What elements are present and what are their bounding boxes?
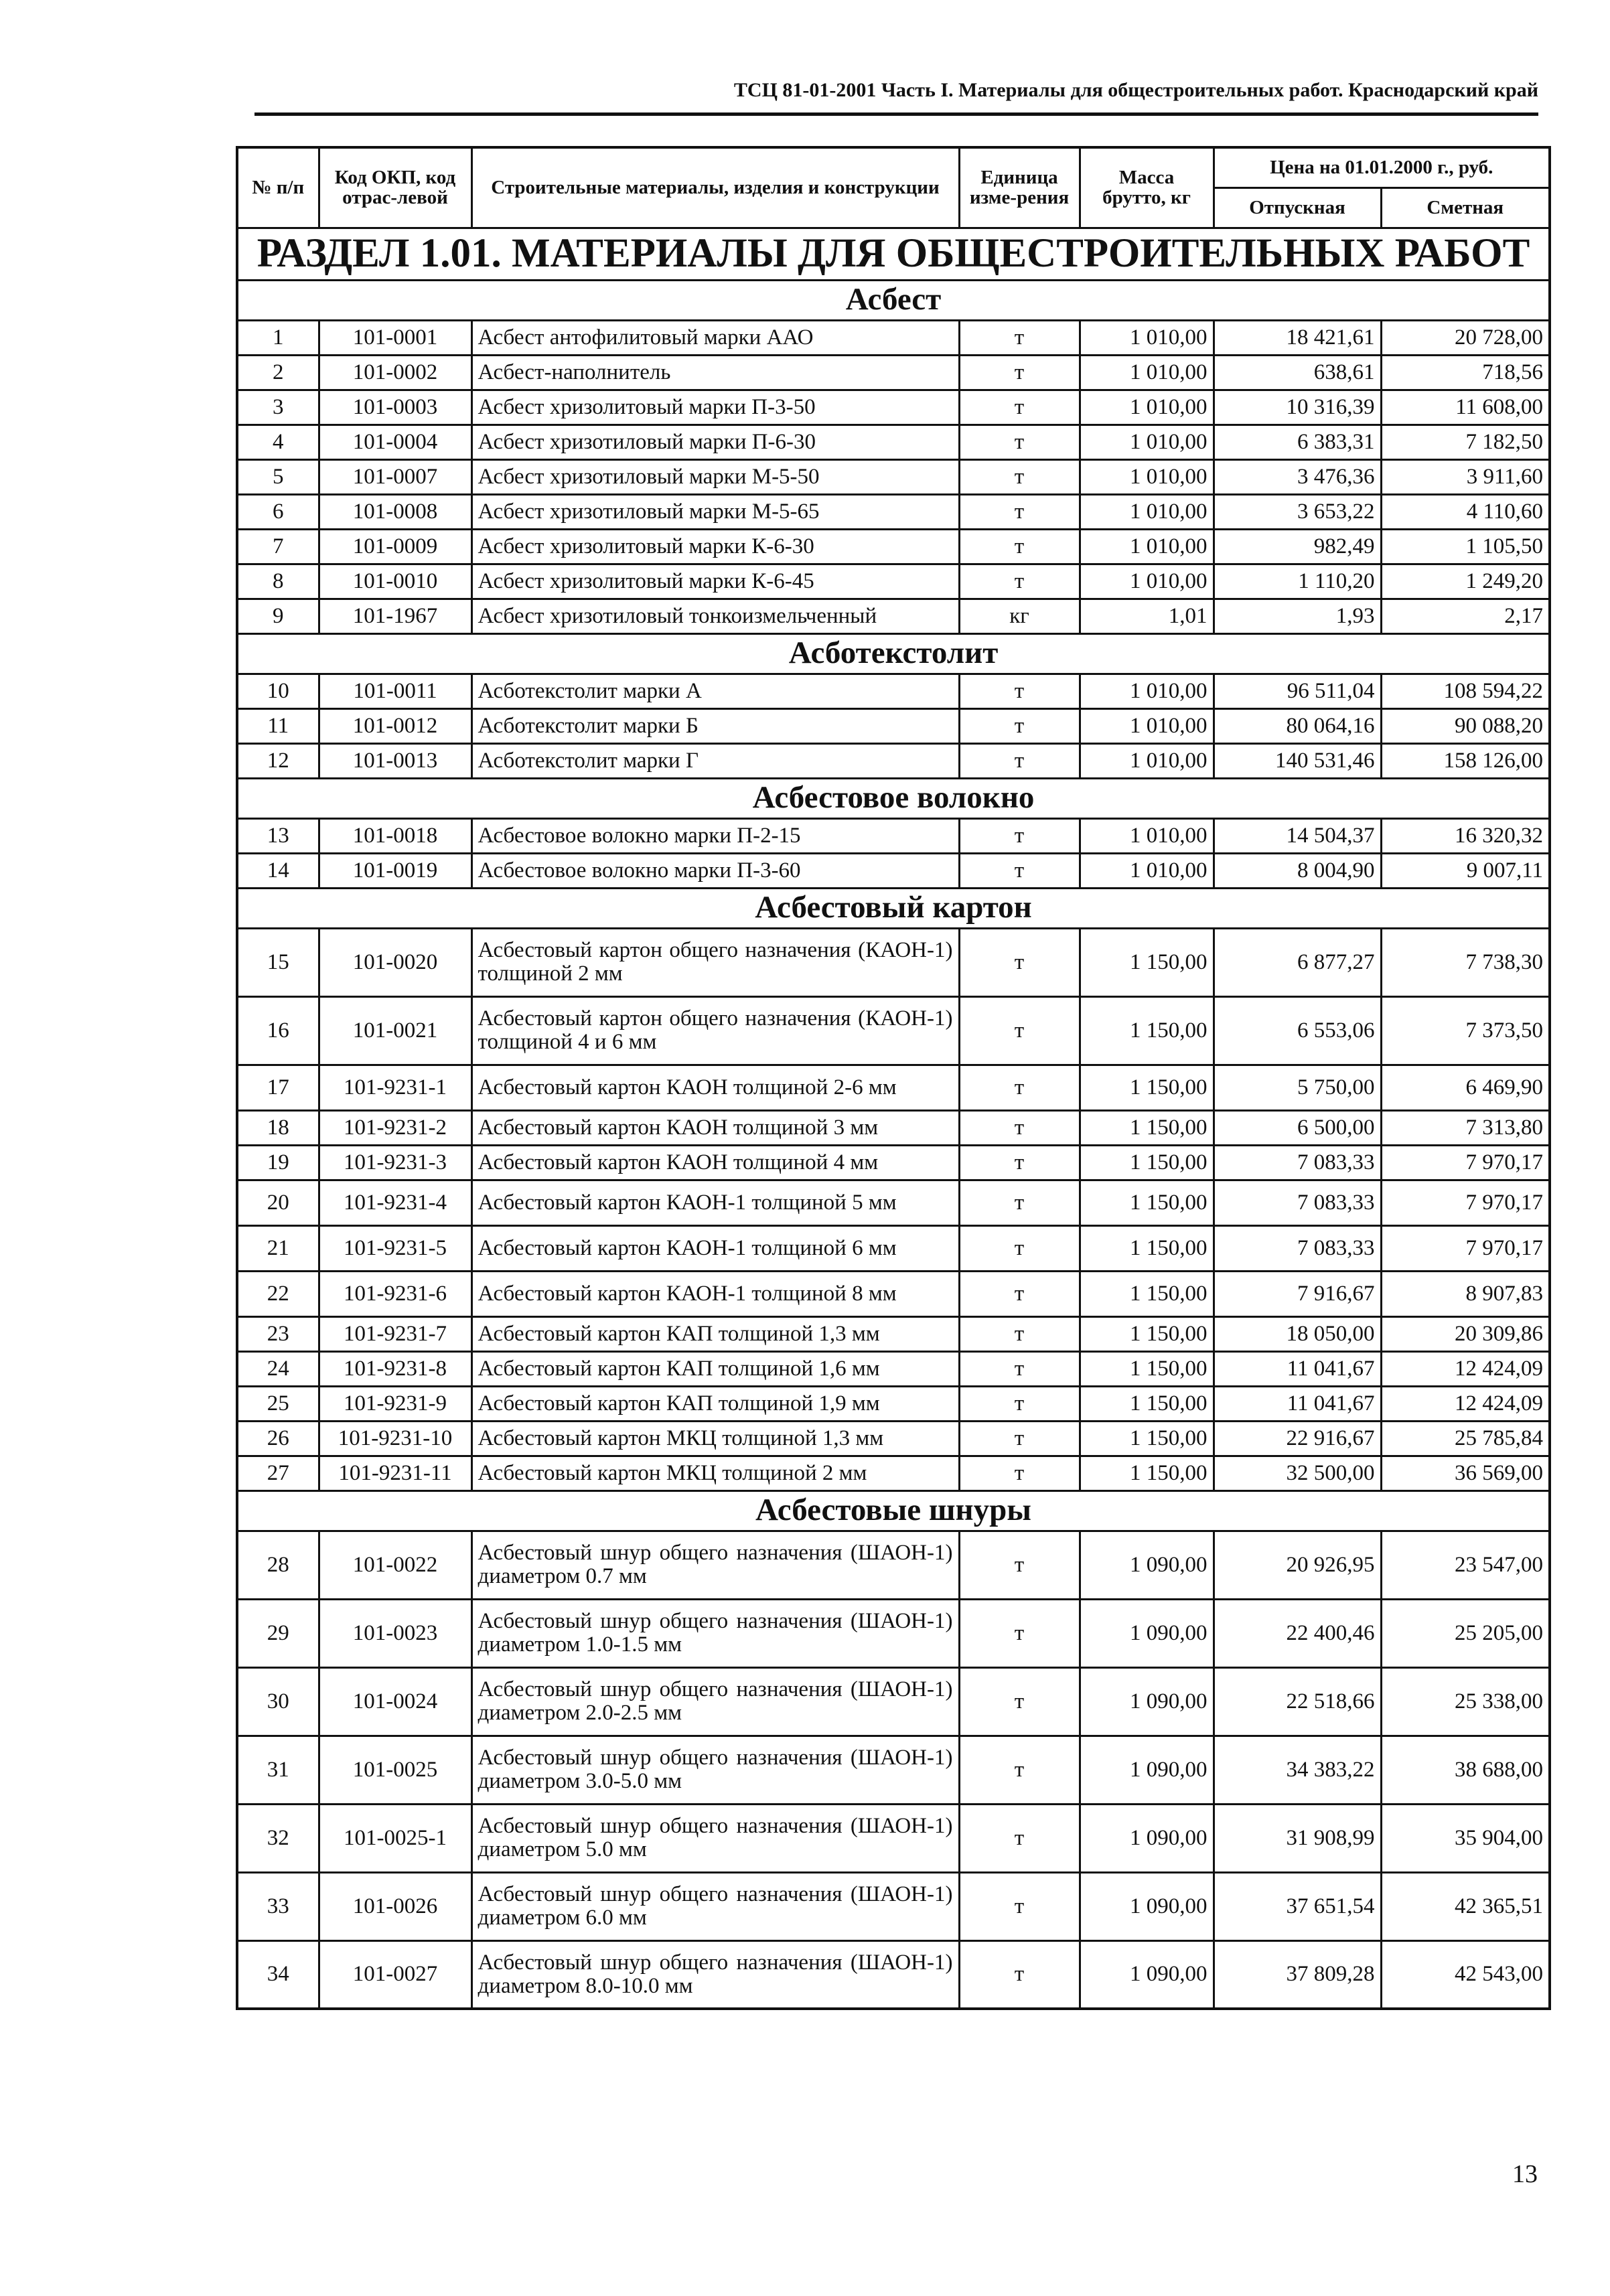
cell-mass: 1 090,00: [1080, 1872, 1214, 1940]
cell-mass: 1 010,00: [1080, 320, 1214, 355]
cell-code: 101-0025: [319, 1736, 471, 1804]
cell-name: Асбестовый картон КАОН-1 толщиной 8 мм: [471, 1271, 959, 1316]
cell-name: Асбест-наполнитель: [471, 355, 959, 390]
cell-mass: 1 010,00: [1080, 564, 1214, 599]
cell-unit: кг: [959, 599, 1080, 633]
cell-code: 101-0020: [319, 928, 471, 996]
cell-unit: т: [959, 1386, 1080, 1421]
table-row: [237, 1271, 1550, 1316]
cell-price-release: 140 531,46: [1214, 743, 1381, 778]
cell-code: 101-0004: [319, 425, 471, 459]
cell-unit: т: [959, 355, 1080, 390]
cell-code: 101-0024: [319, 1667, 471, 1736]
cell-unit: т: [959, 1351, 1080, 1386]
cell-num: 18: [237, 1110, 319, 1145]
cell-num: 30: [237, 1667, 319, 1736]
cell-unit: т: [959, 494, 1080, 529]
table-row: [237, 494, 1550, 529]
cell-price-release: 37 809,28: [1214, 1940, 1381, 2009]
group-header-row: [237, 1490, 1550, 1531]
cell-price-estimate: 20 309,86: [1381, 1316, 1550, 1351]
price-table: [236, 146, 1551, 2010]
group-title: Асбестовое волокно: [237, 778, 1550, 818]
cell-mass: 1 150,00: [1080, 1271, 1214, 1316]
cell-mass: 1 090,00: [1080, 1667, 1214, 1736]
col-header-code: Код ОКП, код отрас-левой: [319, 147, 471, 228]
cell-code: 101-9231-4: [319, 1180, 471, 1225]
cell-price-estimate: 158 126,00: [1381, 743, 1550, 778]
cell-price-release: 22 518,66: [1214, 1667, 1381, 1736]
cell-mass: 1 150,00: [1080, 1316, 1214, 1351]
cell-unit: т: [959, 529, 1080, 564]
cell-name: Асбестовый шнур общего назначения (ШАОН-1) диаметром 0.7 мм: [471, 1531, 959, 1599]
cell-num: 19: [237, 1145, 319, 1180]
cell-num: 2: [237, 355, 319, 390]
cell-num: 4: [237, 425, 319, 459]
cell-num: 32: [237, 1804, 319, 1872]
cell-code: 101-0013: [319, 743, 471, 778]
cell-unit: т: [959, 564, 1080, 599]
cell-name: Асбест хризолитовый марки П-3-50: [471, 390, 959, 425]
cell-mass: 1 010,00: [1080, 818, 1214, 853]
cell-code: 101-0011: [319, 674, 471, 708]
cell-name: Асбестовый картон КАОН толщиной 2-6 мм: [471, 1065, 959, 1110]
cell-num: 17: [237, 1065, 319, 1110]
cell-name: Асбестовый картон общего назначения (КАОН-1) толщиной 2 мм: [471, 928, 959, 996]
cell-unit: т: [959, 425, 1080, 459]
group-title: Асбест: [237, 280, 1550, 320]
cell-price-release: 18 050,00: [1214, 1316, 1381, 1351]
cell-name: Асбест хризотиловый марки М-5-65: [471, 494, 959, 529]
cell-mass: 1 150,00: [1080, 996, 1214, 1065]
cell-mass: 1 010,00: [1080, 529, 1214, 564]
cell-price-estimate: 1 105,50: [1381, 529, 1550, 564]
cell-mass: 1 150,00: [1080, 928, 1214, 996]
group-title: Асботекстолит: [237, 633, 1550, 674]
cell-unit: т: [959, 1145, 1080, 1180]
cell-price-release: 982,49: [1214, 529, 1381, 564]
cell-price-estimate: 20 728,00: [1381, 320, 1550, 355]
cell-price-release: 3 476,36: [1214, 459, 1381, 494]
cell-unit: т: [959, 1667, 1080, 1736]
table-row: [237, 708, 1550, 743]
cell-mass: 1 010,00: [1080, 425, 1214, 459]
table-row: [237, 355, 1550, 390]
cell-code: 101-9231-9: [319, 1386, 471, 1421]
cell-code: 101-0022: [319, 1531, 471, 1599]
cell-code: 101-0003: [319, 390, 471, 425]
table-row: [237, 1316, 1550, 1351]
table-row: [237, 996, 1550, 1065]
cell-num: 6: [237, 494, 319, 529]
cell-unit: т: [959, 853, 1080, 888]
cell-mass: 1 150,00: [1080, 1065, 1214, 1110]
cell-code: 101-0018: [319, 818, 471, 853]
cell-num: 3: [237, 390, 319, 425]
cell-price-estimate: 6 469,90: [1381, 1065, 1550, 1110]
cell-code: 101-1967: [319, 599, 471, 633]
cell-price-estimate: 1 249,20: [1381, 564, 1550, 599]
cell-unit: т: [959, 1180, 1080, 1225]
cell-unit: т: [959, 1804, 1080, 1872]
cell-unit: т: [959, 674, 1080, 708]
cell-mass: 1 090,00: [1080, 1940, 1214, 2009]
table-row: [237, 1110, 1550, 1145]
cell-num: 28: [237, 1531, 319, 1599]
cell-num: 9: [237, 599, 319, 633]
cell-unit: т: [959, 928, 1080, 996]
cell-num: 10: [237, 674, 319, 708]
cell-code: 101-9231-11: [319, 1456, 471, 1490]
cell-price-estimate: 7 738,30: [1381, 928, 1550, 996]
table-row: [237, 320, 1550, 355]
cell-price-release: 7 083,33: [1214, 1180, 1381, 1225]
cell-name: Асбестовый картон КАП толщиной 1,3 мм: [471, 1316, 959, 1351]
cell-price-estimate: 7 970,17: [1381, 1225, 1550, 1271]
cell-code: 101-0001: [319, 320, 471, 355]
cell-code: 101-0008: [319, 494, 471, 529]
cell-code: 101-0002: [319, 355, 471, 390]
table-row: [237, 390, 1550, 425]
cell-code: 101-0007: [319, 459, 471, 494]
cell-num: 25: [237, 1386, 319, 1421]
group-header-row: [237, 778, 1550, 818]
cell-code: 101-9231-7: [319, 1316, 471, 1351]
cell-price-release: 22 400,46: [1214, 1599, 1381, 1667]
cell-price-release: 3 653,22: [1214, 494, 1381, 529]
cell-unit: т: [959, 1225, 1080, 1271]
table-row: [237, 1386, 1550, 1421]
table-row: [237, 1872, 1550, 1940]
cell-unit: т: [959, 818, 1080, 853]
cell-price-estimate: 42 543,00: [1381, 1940, 1550, 2009]
cell-unit: т: [959, 320, 1080, 355]
cell-price-release: 22 916,67: [1214, 1421, 1381, 1456]
cell-mass: 1 150,00: [1080, 1386, 1214, 1421]
cell-code: 101-0010: [319, 564, 471, 599]
cell-unit: т: [959, 1599, 1080, 1667]
cell-name: Асбест хризолитовый марки К-6-30: [471, 529, 959, 564]
cell-num: 16: [237, 996, 319, 1065]
cell-code: 101-0026: [319, 1872, 471, 1940]
cell-unit: т: [959, 1316, 1080, 1351]
table-body: [237, 228, 1550, 2009]
cell-unit: т: [959, 996, 1080, 1065]
cell-num: 33: [237, 1872, 319, 1940]
cell-price-estimate: 8 907,83: [1381, 1271, 1550, 1316]
cell-price-estimate: 25 338,00: [1381, 1667, 1550, 1736]
cell-price-estimate: 9 007,11: [1381, 853, 1550, 888]
cell-price-release: 5 750,00: [1214, 1065, 1381, 1110]
table-row: [237, 459, 1550, 494]
table-row: [237, 425, 1550, 459]
cell-unit: т: [959, 1531, 1080, 1599]
cell-price-release: 7 083,33: [1214, 1145, 1381, 1180]
cell-name: Асбестовый картон МКЦ толщиной 1,3 мм: [471, 1421, 959, 1456]
cell-name: Асбестовый шнур общего назначения (ШАОН-1) диаметром 6.0 мм: [471, 1872, 959, 1940]
table-header-row-1: [237, 147, 1550, 187]
cell-price-estimate: 25 205,00: [1381, 1599, 1550, 1667]
table-row: [237, 1180, 1550, 1225]
cell-num: 7: [237, 529, 319, 564]
cell-name: Асбестовый картон КАОН толщиной 4 мм: [471, 1145, 959, 1180]
cell-price-estimate: 16 320,32: [1381, 818, 1550, 853]
group-title: Асбестовый картон: [237, 888, 1550, 928]
cell-num: 11: [237, 708, 319, 743]
cell-price-estimate: 25 785,84: [1381, 1421, 1550, 1456]
cell-code: 101-0019: [319, 853, 471, 888]
cell-price-estimate: 23 547,00: [1381, 1531, 1550, 1599]
cell-price-estimate: 7 970,17: [1381, 1145, 1550, 1180]
cell-name: Асбестовое волокно марки П-2-15: [471, 818, 959, 853]
cell-price-release: 6 383,31: [1214, 425, 1381, 459]
cell-price-estimate: 38 688,00: [1381, 1736, 1550, 1804]
cell-price-release: 18 421,61: [1214, 320, 1381, 355]
table-row: [237, 564, 1550, 599]
cell-price-release: 80 064,16: [1214, 708, 1381, 743]
cell-mass: 1 010,00: [1080, 390, 1214, 425]
group-header-row: [237, 888, 1550, 928]
cell-unit: т: [959, 459, 1080, 494]
cell-price-estimate: 7 970,17: [1381, 1180, 1550, 1225]
cell-price-release: 37 651,54: [1214, 1872, 1381, 1940]
cell-code: 101-0009: [319, 529, 471, 564]
cell-mass: 1 150,00: [1080, 1145, 1214, 1180]
cell-name: Асбестовое волокно марки П-3-60: [471, 853, 959, 888]
cell-price-release: 11 041,67: [1214, 1351, 1381, 1386]
cell-price-estimate: 35 904,00: [1381, 1804, 1550, 1872]
cell-num: 23: [237, 1316, 319, 1351]
cell-unit: т: [959, 390, 1080, 425]
cell-price-release: 7 083,33: [1214, 1225, 1381, 1271]
cell-price-release: 96 511,04: [1214, 674, 1381, 708]
cell-num: 27: [237, 1456, 319, 1490]
cell-name: Асбестовый картон КАОН-1 толщиной 5 мм: [471, 1180, 959, 1225]
cell-name: Асбестовый шнур общего назначения (ШАОН-1) диаметром 1.0-1.5 мм: [471, 1599, 959, 1667]
cell-mass: 1 090,00: [1080, 1531, 1214, 1599]
cell-unit: т: [959, 1110, 1080, 1145]
table-row: [237, 818, 1550, 853]
section-title: РАЗДЕЛ 1.01. МАТЕРИАЛЫ ДЛЯ ОБЩЕСТРОИТЕЛЬНЫХ РАБОТ: [237, 228, 1550, 280]
cell-name: Асбест антофилитовый марки ААО: [471, 320, 959, 355]
cell-mass: 1 010,00: [1080, 459, 1214, 494]
cell-price-estimate: 7 313,80: [1381, 1110, 1550, 1145]
cell-num: 22: [237, 1271, 319, 1316]
cell-mass: 1 150,00: [1080, 1110, 1214, 1145]
cell-price-release: 31 908,99: [1214, 1804, 1381, 1872]
cell-name: Асбест хризотиловый марки П-6-30: [471, 425, 959, 459]
table-row: [237, 1599, 1550, 1667]
cell-mass: 1 010,00: [1080, 853, 1214, 888]
cell-unit: т: [959, 1736, 1080, 1804]
cell-num: 29: [237, 1599, 319, 1667]
cell-price-estimate: 42 365,51: [1381, 1872, 1550, 1940]
table-row: [237, 1667, 1550, 1736]
cell-price-estimate: 36 569,00: [1381, 1456, 1550, 1490]
cell-code: 101-9231-3: [319, 1145, 471, 1180]
table-row: [237, 1531, 1550, 1599]
cell-mass: 1 090,00: [1080, 1804, 1214, 1872]
cell-mass: 1 150,00: [1080, 1225, 1214, 1271]
cell-num: 8: [237, 564, 319, 599]
cell-code: 101-0023: [319, 1599, 471, 1667]
table-row: [237, 1225, 1550, 1271]
cell-unit: т: [959, 1421, 1080, 1456]
table-row: [237, 1940, 1550, 2009]
cell-mass: 1 090,00: [1080, 1599, 1214, 1667]
cell-num: 5: [237, 459, 319, 494]
cell-num: 31: [237, 1736, 319, 1804]
cell-price-estimate: 7 182,50: [1381, 425, 1550, 459]
cell-unit: т: [959, 708, 1080, 743]
col-header-mass: Масса брутто, кг: [1080, 147, 1214, 228]
table-row: [237, 1804, 1550, 1872]
cell-price-release: 20 926,95: [1214, 1531, 1381, 1599]
cell-name: Асбестовый картон МКЦ толщиной 2 мм: [471, 1456, 959, 1490]
cell-code: 101-9231-10: [319, 1421, 471, 1456]
cell-unit: т: [959, 1456, 1080, 1490]
cell-price-release: 638,61: [1214, 355, 1381, 390]
cell-num: 26: [237, 1421, 319, 1456]
cell-mass: 1 150,00: [1080, 1421, 1214, 1456]
cell-price-estimate: 4 110,60: [1381, 494, 1550, 529]
cell-price-estimate: 90 088,20: [1381, 708, 1550, 743]
col-header-unit: Единица изме-рения: [959, 147, 1080, 228]
cell-code: 101-0025-1: [319, 1804, 471, 1872]
cell-name: Асбестовый шнур общего назначения (ШАОН-1) диаметром 2.0-2.5 мм: [471, 1667, 959, 1736]
cell-name: Асбестовый шнур общего назначения (ШАОН-1) диаметром 8.0-10.0 мм: [471, 1940, 959, 2009]
cell-num: 34: [237, 1940, 319, 2009]
cell-code: 101-0027: [319, 1940, 471, 2009]
table-row: [237, 928, 1550, 996]
cell-num: 20: [237, 1180, 319, 1225]
cell-num: 14: [237, 853, 319, 888]
cell-price-release: 6 500,00: [1214, 1110, 1381, 1145]
cell-price-estimate: 11 608,00: [1381, 390, 1550, 425]
cell-mass: 1 090,00: [1080, 1736, 1214, 1804]
col-header-price-group: Цена на 01.01.2000 г., руб.: [1214, 147, 1550, 187]
cell-name: Асбест хризолитовый марки К-6-45: [471, 564, 959, 599]
cell-unit: т: [959, 1065, 1080, 1110]
section-row: [237, 228, 1550, 280]
table-row: [237, 853, 1550, 888]
cell-unit: т: [959, 1940, 1080, 2009]
cell-price-release: 34 383,22: [1214, 1736, 1381, 1804]
cell-price-estimate: 108 594,22: [1381, 674, 1550, 708]
table-row: [237, 1065, 1550, 1110]
cell-mass: 1 150,00: [1080, 1456, 1214, 1490]
cell-mass: 1,01: [1080, 599, 1214, 633]
table-row: [237, 1145, 1550, 1180]
cell-code: 101-0012: [319, 708, 471, 743]
table-row: [237, 529, 1550, 564]
cell-price-release: 6 877,27: [1214, 928, 1381, 996]
cell-name: Асбестовый картон КАОН толщиной 3 мм: [471, 1110, 959, 1145]
col-header-price-estimate: Сметная: [1381, 187, 1550, 228]
cell-price-release: 1 110,20: [1214, 564, 1381, 599]
cell-mass: 1 010,00: [1080, 355, 1214, 390]
cell-name: Асбест хризотиловый тонкоизмельченный: [471, 599, 959, 633]
page-header: ТСЦ 81-01-2001 Часть I. Материалы для общестроительных работ. Краснодарский край: [733, 79, 1538, 101]
cell-code: 101-9231-1: [319, 1065, 471, 1110]
cell-name: Асботекстолит марки Г: [471, 743, 959, 778]
col-header-name: Строительные материалы, изделия и конструкции: [471, 147, 959, 228]
table-row: [237, 674, 1550, 708]
group-header-row: [237, 633, 1550, 674]
cell-name: Асботекстолит марки Б: [471, 708, 959, 743]
cell-mass: 1 150,00: [1080, 1351, 1214, 1386]
cell-price-release: 7 916,67: [1214, 1271, 1381, 1316]
cell-price-estimate: 12 424,09: [1381, 1351, 1550, 1386]
cell-price-estimate: 7 373,50: [1381, 996, 1550, 1065]
table-row: [237, 1736, 1550, 1804]
cell-name: Асбестовый шнур общего назначения (ШАОН-1) диаметром 5.0 мм: [471, 1804, 959, 1872]
group-header-row: [237, 280, 1550, 320]
cell-unit: т: [959, 1872, 1080, 1940]
cell-mass: 1 150,00: [1080, 1180, 1214, 1225]
cell-price-release: 8 004,90: [1214, 853, 1381, 888]
cell-price-release: 1,93: [1214, 599, 1381, 633]
cell-price-release: 6 553,06: [1214, 996, 1381, 1065]
cell-num: 15: [237, 928, 319, 996]
cell-mass: 1 010,00: [1080, 708, 1214, 743]
cell-num: 24: [237, 1351, 319, 1386]
col-header-price-release: Отпускная: [1214, 187, 1381, 228]
table-row: [237, 1421, 1550, 1456]
cell-name: Асбест хризотиловый марки М-5-50: [471, 459, 959, 494]
table-row: [237, 599, 1550, 633]
page-number: 13: [1512, 2160, 1538, 2188]
cell-price-release: 11 041,67: [1214, 1386, 1381, 1421]
cell-price-release: 10 316,39: [1214, 390, 1381, 425]
cell-name: Асбестовый картон КАП толщиной 1,9 мм: [471, 1386, 959, 1421]
cell-price-release: 14 504,37: [1214, 818, 1381, 853]
cell-unit: т: [959, 1271, 1080, 1316]
col-header-num: № п/п: [237, 147, 319, 228]
cell-price-release: 32 500,00: [1214, 1456, 1381, 1490]
cell-name: Асбестовый шнур общего назначения (ШАОН-1) диаметром 3.0-5.0 мм: [471, 1736, 959, 1804]
cell-name: Асбестовый картон КАОН-1 толщиной 6 мм: [471, 1225, 959, 1271]
table-row: [237, 743, 1550, 778]
cell-code: 101-9231-5: [319, 1225, 471, 1271]
group-title: Асбестовые шнуры: [237, 1490, 1550, 1531]
cell-mass: 1 010,00: [1080, 743, 1214, 778]
cell-code: 101-9231-8: [319, 1351, 471, 1386]
cell-code: 101-9231-6: [319, 1271, 471, 1316]
table-row: [237, 1456, 1550, 1490]
cell-num: 1: [237, 320, 319, 355]
cell-num: 21: [237, 1225, 319, 1271]
cell-mass: 1 010,00: [1080, 674, 1214, 708]
header-rule: [254, 112, 1538, 116]
cell-price-estimate: 2,17: [1381, 599, 1550, 633]
cell-code: 101-0021: [319, 996, 471, 1065]
cell-name: Асбестовый картон общего назначения (КАОН-1) толщиной 4 и 6 мм: [471, 996, 959, 1065]
cell-price-estimate: 3 911,60: [1381, 459, 1550, 494]
cell-price-estimate: 718,56: [1381, 355, 1550, 390]
cell-mass: 1 010,00: [1080, 494, 1214, 529]
cell-name: Асбестовый картон КАП толщиной 1,6 мм: [471, 1351, 959, 1386]
table-row: [237, 1351, 1550, 1386]
cell-price-estimate: 12 424,09: [1381, 1386, 1550, 1421]
cell-num: 12: [237, 743, 319, 778]
cell-num: 13: [237, 818, 319, 853]
cell-name: Асботекстолит марки А: [471, 674, 959, 708]
cell-unit: т: [959, 743, 1080, 778]
cell-code: 101-9231-2: [319, 1110, 471, 1145]
